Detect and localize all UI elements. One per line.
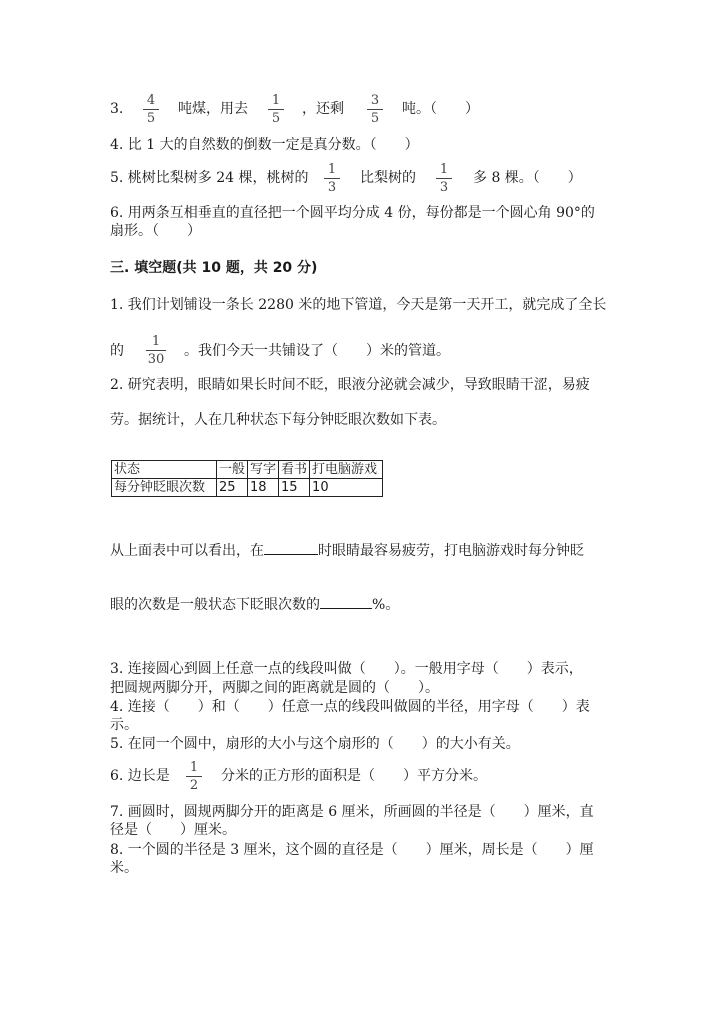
fill-q2-line2: 劳。据统计，人在几种状态下每分钟眨眼次数如下表。 xyxy=(110,412,446,428)
judge-q4: 4. 比 1 大的自然数的倒数一定是真分数。（ ） xyxy=(110,137,419,153)
q5-text-3: 多 8 棵。（ ） xyxy=(473,170,582,186)
fill-q2-line1: 2. 研究表明，眼睛如果长时间不眨，眼液分泌就会减少，导致眼睛干涩，易疲 xyxy=(110,377,590,393)
table-header-cell: 写字 xyxy=(248,461,279,479)
fill-q2-answer1-post: 时眼睛最容易疲劳，打电脑游戏时每分钟眨 xyxy=(318,543,584,559)
fill-q3-line1: 3. 连接圆心到圆上任意一点的线段叫做（ ）。一般用字母（ ）表示， xyxy=(110,661,583,677)
fill-q2-answer2-pre: 眼的次数是一般状态下眨眼次数的 xyxy=(110,597,320,613)
fill-q2-answer2-post: %。 xyxy=(372,597,400,613)
fill-q4-line1: 4. 连接（ ）和（ ）任意一点的线段叫做圆的半径，用字母（ ）表 xyxy=(110,699,590,715)
fill-q1-fraction: 1 30 xyxy=(147,334,165,367)
table-header-cell: 状态 xyxy=(112,461,217,479)
q3-fraction-3-5: 3 5 xyxy=(364,93,386,126)
judge-q6-line2: 扇形。（ ） xyxy=(110,223,201,239)
section-heading: 三. 填空题(共 10 题，共 20 分) xyxy=(110,260,318,276)
q3-fraction-4-5: 4 5 xyxy=(140,93,162,126)
q3-text-3: 吨。（ ） xyxy=(402,101,479,117)
q5-text-2: 比梨树的 xyxy=(360,170,416,186)
table-header-row xyxy=(112,461,383,479)
answer-blank-2[interactable] xyxy=(320,595,372,609)
fill-q8-line2: 米。 xyxy=(110,860,138,876)
table-header-cell: 看书 xyxy=(279,461,310,479)
table-header-cell: 打电脑游戏 xyxy=(310,461,383,479)
fill-q5: 5. 在同一个圆中，扇形的大小与这个扇形的（ ）的大小有关。 xyxy=(110,736,520,752)
fill-q2-answer-line2 xyxy=(110,595,399,614)
q5-text-1: 5. 桃树比梨树多 24 棵，桃树的 xyxy=(110,170,309,186)
table-header-cell: 一般 xyxy=(217,461,248,479)
blink-table xyxy=(111,460,383,497)
fill-q2-answer1-pre: 从上面表中可以看出，在 xyxy=(110,543,264,559)
fill-q6-fraction: 1 2 xyxy=(183,760,205,793)
judge-q6-line1: 6. 用两条互相垂直的直径把一个圆平均分成 4 份，每份都是一个圆心角 90°的 xyxy=(110,205,595,221)
answer-blank-1[interactable] xyxy=(264,541,318,555)
fill-q6-post: 分米的正方形的面积是（ ）平方分米。 xyxy=(221,768,487,784)
q5-fraction-1: 1 3 xyxy=(321,162,343,195)
fill-q7-line1: 7. 画圆时，圆规两脚分开的距离是 6 厘米，所画圆的半径是（ ）厘米，直 xyxy=(110,804,594,820)
table-cell: 10 xyxy=(310,479,383,497)
table-cell: 15 xyxy=(279,479,310,497)
q3-text-2: ，还剩 xyxy=(302,101,344,117)
fill-q2-answer-line1 xyxy=(110,541,584,560)
fill-q7-line2: 径是（ ）厘米。 xyxy=(110,822,236,838)
table-row xyxy=(112,479,383,497)
fill-q6-pre: 6. 边长是 xyxy=(110,768,170,784)
q3-fraction-1-5: 1 5 xyxy=(265,93,287,126)
fill-q4-line2: 示。 xyxy=(110,717,138,733)
fill-q8-line1: 8. 一个圆的半径是 3 厘米，这个圆的直径是（ ）厘米，周长是（ ）厘 xyxy=(110,842,594,858)
fill-q1-line1: 1. 我们计划铺设一条长 2280 米的地下管道，今天是第一天开工，就完成了全长 xyxy=(110,297,607,313)
table-cell: 25 xyxy=(217,479,248,497)
table-cell: 18 xyxy=(248,479,279,497)
fill-q1-pre: 的 xyxy=(110,343,124,359)
fill-q1-post: 。我们今天一共铺设了（ ）米的管道。 xyxy=(184,343,450,359)
fill-q3-line2: 把圆规两脚分开，两脚之间的距离就是圆的（ ）。 xyxy=(110,680,439,696)
q3-text-1: 吨煤，用去 xyxy=(178,101,248,117)
table-cell: 每分钟眨眼次数 xyxy=(112,479,217,497)
q5-fraction-2: 1 3 xyxy=(433,162,455,195)
q3-number: 3. xyxy=(110,101,124,117)
